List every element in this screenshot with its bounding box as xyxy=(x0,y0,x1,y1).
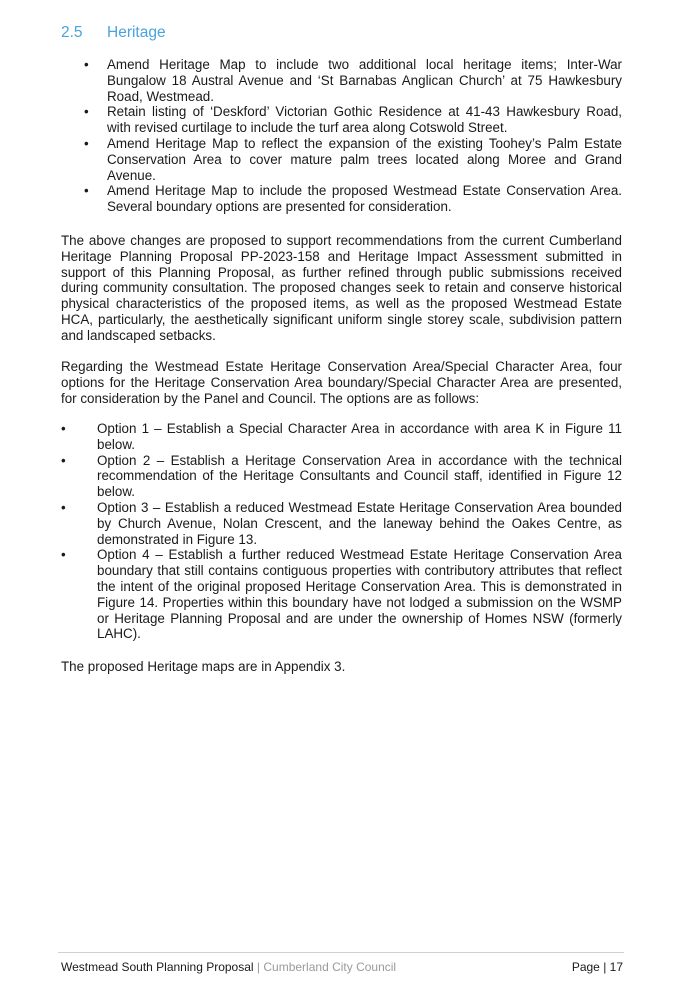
list-item: • Option 4 – Establish a further reduced Westmead Estate Heritage Conservation Area boundary that still contains contiguous properties with contributory attributes that reflect the intent of the original proposed Heritage Conservation Area. This is demonstrated in Figure 14. Properties within this boundary have not lodged a submission on the WSMP or Heritage Planning Proposal and are under the ownership of Homes NSW (formerly LAHC). xyxy=(61,547,622,642)
bullet-icon: • xyxy=(61,421,66,436)
footer-org: Cumberland City Council xyxy=(263,960,397,974)
paragraph-appendix: The proposed Heritage maps are in Appendix 3. xyxy=(61,659,346,674)
bullet-icon: • xyxy=(84,104,89,120)
section-number: 2.5 xyxy=(61,24,83,41)
footer-divider xyxy=(58,952,624,953)
options-list xyxy=(61,421,622,642)
list-item: • Retain listing of ‘Deskford’ Victorian Gothic Residence at 41-43 Hawkesbury Road, with revised curtilage to include the turf area along Cotswold Street. xyxy=(84,104,622,136)
paragraph-recommendations: The above changes are proposed to support recommendations from the current Cumberland Heritage Planning Proposal PP-2023-158 and Heritage Impact Assessment submitted in support of this Planning Proposal, as further refined through public submissions received during community consultation. The proposed changes seek to retain and conserve historical physical characteristics of the proposed items, as well as the proposed Westmead Estate HCA, particularly, the aesthetically significant uniform single storey scale, subdivision pattern and landscaped setbacks. xyxy=(61,233,622,343)
paragraph-options-intro: Regarding the Westmead Estate Heritage Conservation Area/Special Character Area, four options for the Heritage Conservation Area boundary/Special Character Area are presented, for consideration by the Panel and Council. The options are as follows: xyxy=(61,359,622,406)
footer-separator: | xyxy=(256,960,261,974)
heritage-amendments-list xyxy=(84,57,622,215)
list-item: • Option 3 – Establish a reduced Westmead Estate Heritage Conservation Area bounded by Church Avenue, Nolan Crescent, and the laneway behind the Oakes Centre, as demonstrated in Figure 13. xyxy=(61,499,622,547)
footer-left xyxy=(61,960,396,974)
footer-doc-title: Westmead South Planning Proposal xyxy=(61,960,254,974)
bullet-icon: • xyxy=(61,547,66,563)
bullet-icon: • xyxy=(84,183,89,199)
page-number: Page | 17 xyxy=(571,960,623,974)
list-item: • Option 1 – Establish a Special Character Area in accordance with area K in Figure 11 below. xyxy=(61,421,622,452)
bullet-icon: • xyxy=(84,57,89,72)
bullet-icon: • xyxy=(61,499,66,515)
list-item: • Amend Heritage Map to reflect the expansion of the existing Toohey’s Palm Estate Conservation Area to cover mature palm trees located along Moree and Grand Avenue. xyxy=(84,135,622,183)
page-footer xyxy=(61,960,623,974)
list-item: • Option 2 – Establish a Heritage Conservation Area in accordance with the technical recommendation of the Heritage Consultants and Council staff, identified in Figure 12 below. xyxy=(61,452,622,500)
bullet-icon: • xyxy=(84,135,89,151)
list-item: • Amend Heritage Map to include the proposed Westmead Estate Conservation Area. Several boundary options are presented for consideration. xyxy=(84,183,622,215)
section-heading xyxy=(61,24,166,42)
list-item: • Amend Heritage Map to include two additional local heritage items; Inter-War Bungalow 18 Austral Avenue and ‘St Barnabas Anglican Church’ at 75 Hawkesbury Road, Westmead. xyxy=(84,57,622,104)
bullet-icon: • xyxy=(61,452,66,468)
section-title: Heritage xyxy=(107,24,166,41)
